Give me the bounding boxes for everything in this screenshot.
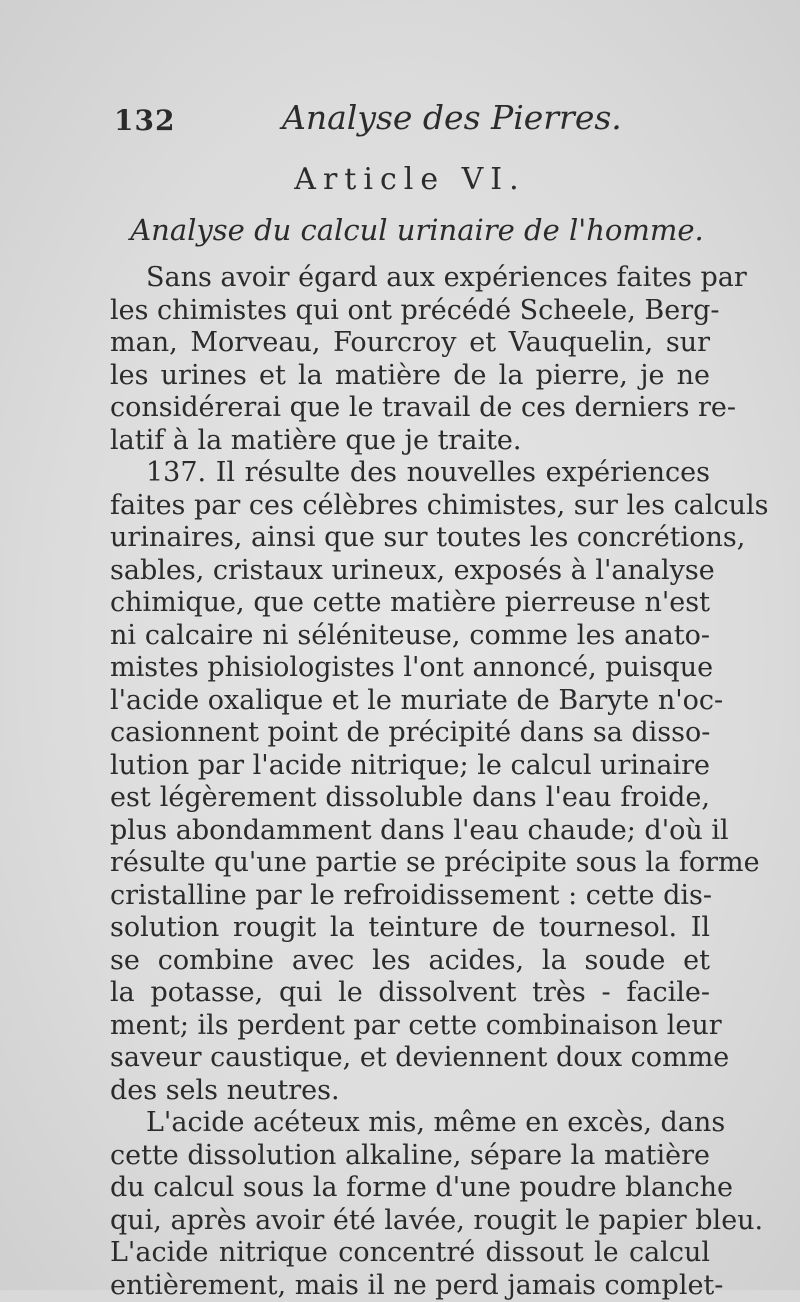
text-line: cristalline par le refroidissement : cette dis-: [110, 880, 710, 913]
text-line: sables, cristaux urineux, exposés à l'analyse: [110, 555, 710, 588]
page-header: [114, 98, 714, 138]
text-line: L'acide nitrique concentré dissout le calcul: [110, 1237, 710, 1270]
text-line: ment; ils perdent par cette combinaison leur: [110, 1010, 710, 1043]
text-line: cette dissolution alkaline, sépare la matière: [110, 1140, 710, 1173]
text-line: des sels neutres.: [110, 1075, 710, 1108]
text-line: chimique, que cette matière pierreuse n'est: [110, 587, 710, 620]
text-line: est légèrement dissoluble dans l'eau froide,: [110, 782, 710, 815]
text-line: résulte qu'une partie se précipite sous la forme: [110, 847, 710, 880]
text-line: entièrement, mais il ne perd jamais complet-: [110, 1270, 710, 1302]
text-line: faites par ces célèbres chimistes, sur les calculs: [110, 490, 710, 523]
text-line: lution par l'acide nitrique; le calcul urinaire: [110, 750, 710, 783]
text-line: saveur caustique, et deviennent doux comme: [110, 1042, 710, 1075]
text-line: du calcul sous la forme d'une poudre blanche: [110, 1172, 710, 1205]
text-line: la potasse, qui le dissolvent très - facile-: [110, 977, 710, 1010]
text-line: urinaires, ainsi que sur toutes les concrétions,: [110, 522, 710, 555]
text-line: man, Morveau, Fourcroy et Vauquelin, sur: [110, 327, 710, 360]
text-line: latif à la matière que je traite.: [110, 425, 710, 458]
text-line: l'acide oxalique et le muriate de Baryte n'oc-: [110, 685, 710, 718]
text-line: 137. Il résulte des nouvelles expériences: [110, 457, 710, 490]
page-number: 132: [114, 104, 175, 137]
text-line: qui, après avoir été lavée, rougit le papier bleu.: [110, 1205, 710, 1238]
body-text: [110, 262, 710, 1302]
text-line: mistes phisiologistes l'ont annoncé, puisque: [110, 652, 710, 685]
text-line: les chimistes qui ont précédé Scheele, Berg-: [110, 295, 710, 328]
text-line: Sans avoir égard aux expériences faites par: [110, 262, 710, 295]
text-line: plus abondamment dans l'eau chaude; d'où il: [110, 815, 710, 848]
text-line: L'acide acéteux mis, même en excès, dans: [110, 1107, 710, 1140]
running-title: Analyse des Pierres.: [282, 98, 622, 137]
text-line: considérerai que le travail de ces derniers re-: [110, 392, 710, 425]
article-heading: Article VI.: [0, 162, 800, 197]
text-line: les urines et la matière de la pierre, je ne: [110, 360, 710, 393]
section-title: Analyse du calcul urinaire de l'homme.: [0, 213, 800, 247]
text-line: se combine avec les acides, la soude et: [110, 945, 710, 978]
text-line: ni calcaire ni séléniteuse, comme les anato-: [110, 620, 710, 653]
text-line: solution rougit la teinture de tournesol. Il: [110, 912, 710, 945]
text-line: casionnent point de précipité dans sa disso-: [110, 717, 710, 750]
